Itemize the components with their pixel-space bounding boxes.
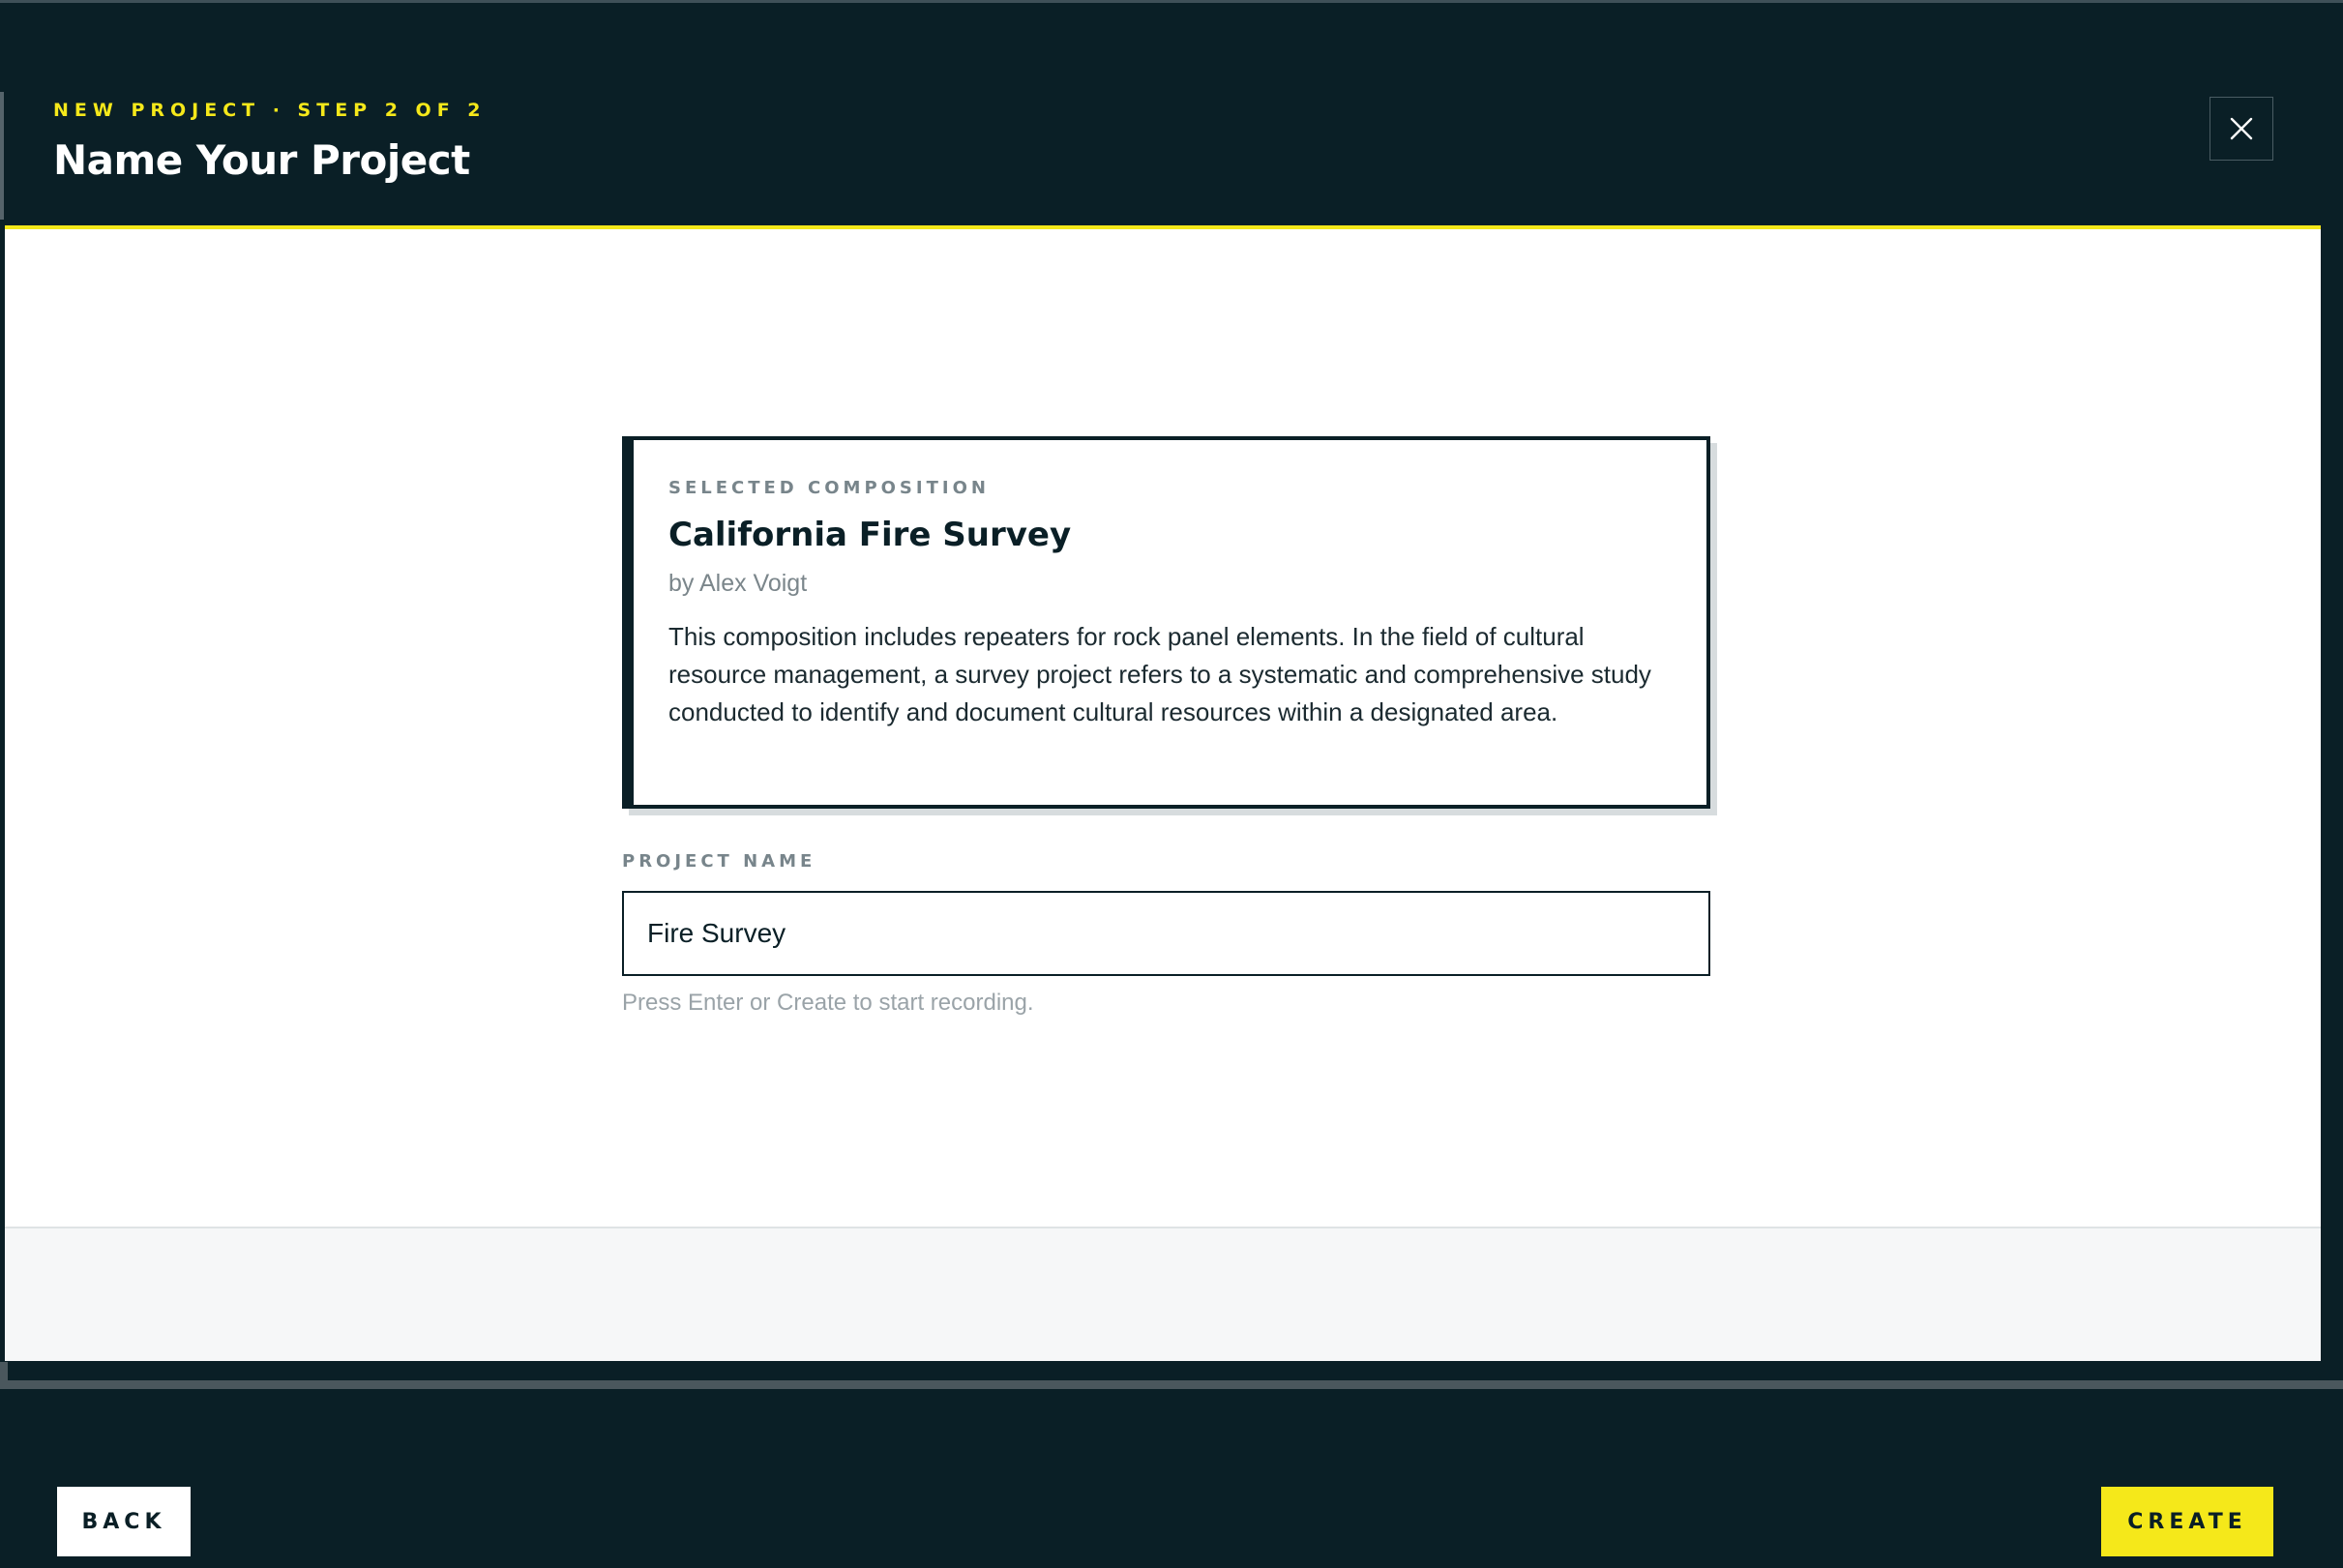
create-button[interactable]: CREATE: [2097, 1483, 2277, 1560]
project-name-input[interactable]: [622, 891, 1710, 976]
composition-eyebrow: SELECTED COMPOSITION: [668, 478, 990, 498]
project-name-hint: Press Enter or Create to start recording.: [622, 990, 1034, 1016]
selected-composition-card: [622, 436, 1710, 809]
close-icon: [2229, 116, 2254, 141]
accent-rule: [5, 225, 2321, 229]
composition-description: This composition includes repeaters for rock panel elements. In the field of cultural resource management, a survey project refers to a systematic and comprehensive study conducted to identify and document cultural resources within a designated area.: [668, 622, 1651, 726]
close-button[interactable]: [2210, 97, 2273, 161]
modal-body: [5, 225, 2321, 1534]
modal-title: Name Your Project: [53, 136, 470, 184]
step-indicator: NEW PROJECT · STEP 2 OF 2: [53, 100, 487, 121]
back-button[interactable]: BACK: [53, 1483, 194, 1560]
modal-footer: [5, 1227, 2321, 1534]
modal-header: [0, 3, 2322, 225]
background-edge-bottom: [0, 1362, 8, 1381]
project-name-label: PROJECT NAME: [622, 851, 816, 872]
window-bottom-border: [0, 1380, 2343, 1389]
composition-author: by Alex Voigt: [668, 570, 808, 597]
composition-title: California Fire Survey: [668, 516, 1072, 554]
